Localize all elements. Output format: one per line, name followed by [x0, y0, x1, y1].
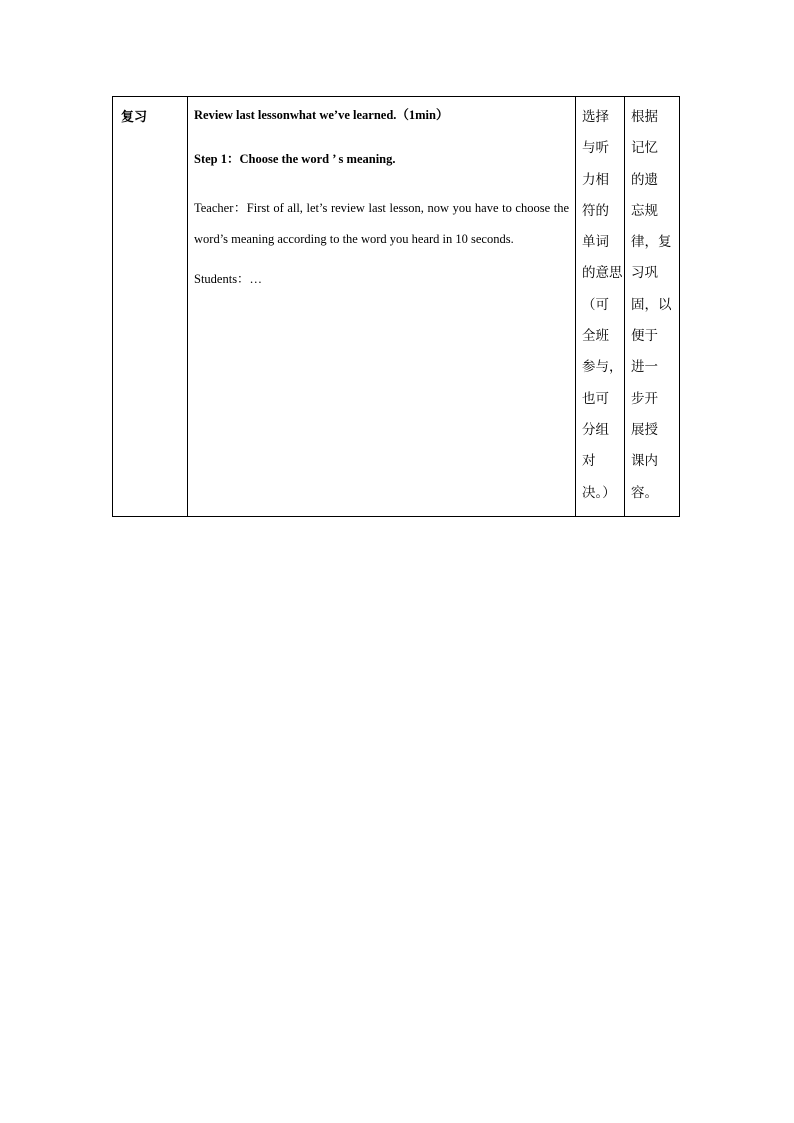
- activity-line: （可: [582, 296, 609, 313]
- teacher-paragraph: Teacher：First of all, let’s review last lesson, now you have to choose the word’s meaning according to the word you heard in 10 seconds.: [194, 201, 569, 246]
- purpose-line: 步开: [631, 390, 658, 407]
- activity-text: [576, 97, 624, 509]
- purpose-line: 习巩: [631, 265, 658, 282]
- activity-line: 符的: [582, 202, 609, 219]
- review-heading: Review last lessonwhat we’ve learned.（1min）: [194, 108, 449, 122]
- activity-line: 对: [582, 453, 596, 470]
- activity-line: 单词: [582, 234, 609, 251]
- purpose-line: 容。: [631, 484, 658, 501]
- activity-line: 参与，: [582, 359, 623, 376]
- purpose-line: 忘规: [631, 202, 658, 219]
- purpose-line: 便于: [631, 328, 658, 345]
- purpose-line: 律，复: [631, 234, 672, 251]
- activity-line: 全班: [582, 328, 609, 345]
- purpose-line: 的遗: [631, 171, 658, 188]
- activity-line: 分组: [582, 421, 609, 438]
- section-cell: [113, 97, 188, 517]
- activity-line: 的意思: [582, 265, 623, 282]
- section-label: 复习: [121, 110, 148, 125]
- purpose-cell: [625, 97, 680, 517]
- purpose-line: 记忆: [631, 140, 658, 157]
- activity-line: 与听: [582, 140, 609, 157]
- step-heading: Step 1：Choose the word ’ s meaning.: [194, 152, 396, 166]
- activity-cell: [576, 97, 625, 517]
- students-paragraph: Students：…: [194, 272, 263, 286]
- purpose-line: 展授: [631, 421, 658, 438]
- lesson-plan-table: [112, 96, 680, 517]
- activity-line: 也可: [582, 390, 609, 407]
- purpose-line: 课内: [631, 453, 658, 470]
- purpose-text: [625, 97, 679, 509]
- activity-line: 决。）: [582, 484, 616, 501]
- table-row: [113, 97, 680, 517]
- content-cell: [188, 97, 576, 517]
- purpose-line: 根据: [631, 109, 658, 125]
- purpose-line: 固，以: [631, 296, 672, 313]
- activity-line: 选择: [582, 109, 609, 125]
- purpose-line: 进一: [631, 359, 658, 376]
- activity-line: 力相: [582, 171, 609, 188]
